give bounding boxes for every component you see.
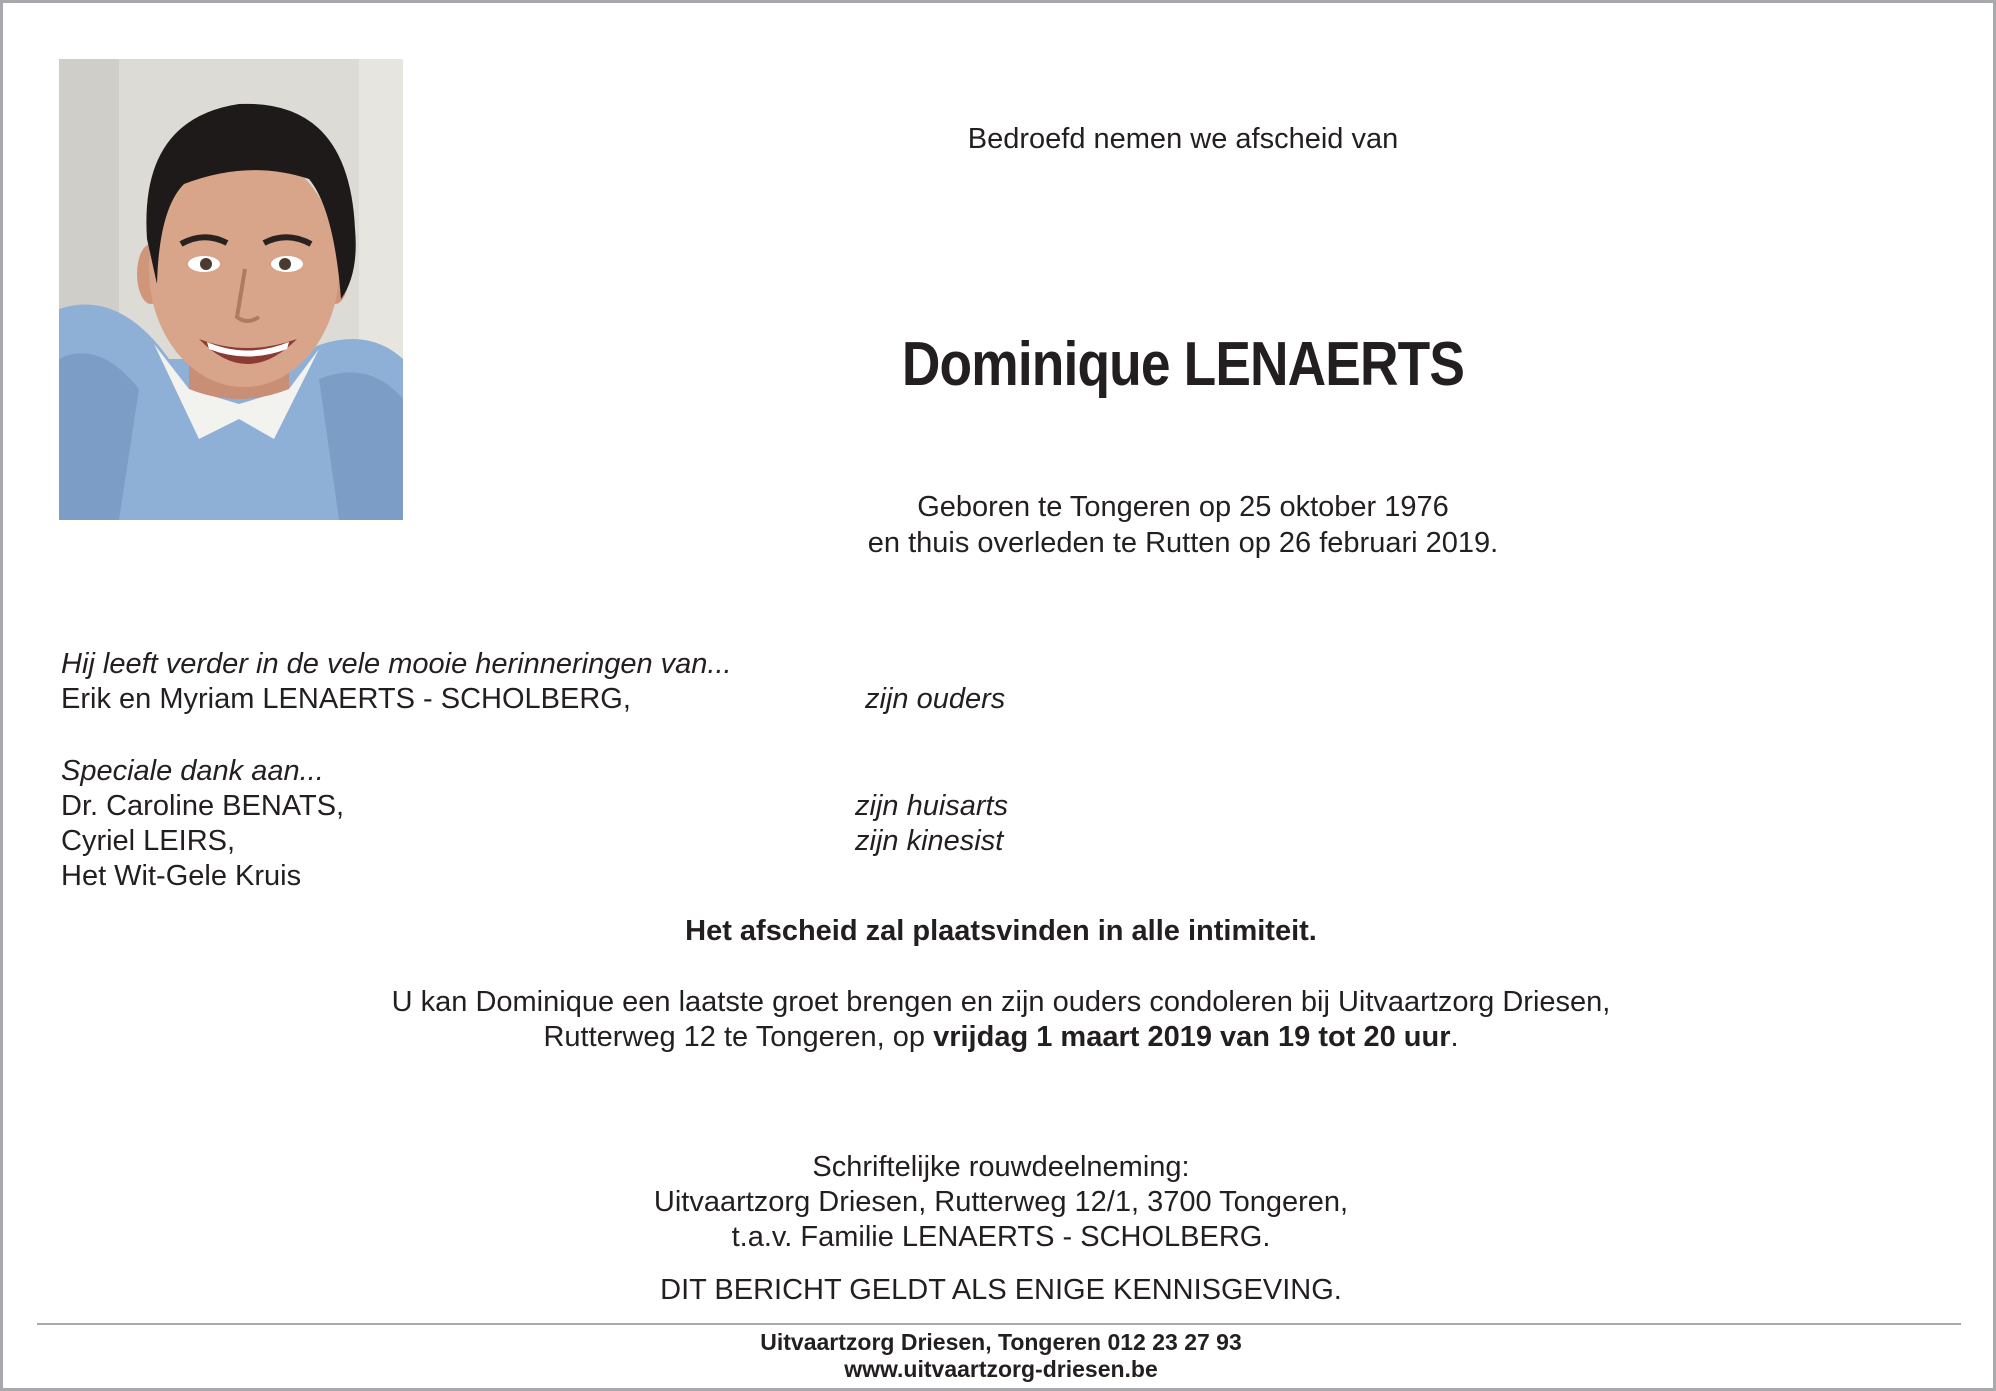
visit-datetime: vrijdag 1 maart 2019 van 19 tot 20 uur xyxy=(933,1021,1451,1053)
survivor-name: Erik en Myriam LENAERTS - SCHOLBERG, xyxy=(61,683,631,715)
farewell-statement: Het afscheid zal plaatsvinden in alle intimiteit. xyxy=(685,915,1317,947)
portrait-illustration xyxy=(59,59,403,520)
thanks-intro: Speciale dank aan... xyxy=(61,755,324,787)
intro-text: Bedroefd nemen we afscheid van xyxy=(967,123,1399,155)
condolence-attention: t.a.v. Familie LENAERTS - SCHOLBERG. xyxy=(731,1221,1271,1253)
visit-line-2 xyxy=(203,1020,1799,1055)
visit-line-2-text: Rutterweg 12 te Tongeren, op xyxy=(543,1021,934,1053)
memory-intro: Hij leeft verder in de vele mooie herinneringen van... xyxy=(61,648,732,680)
notice-text: DIT BERICHT GELDT ALS ENIGE KENNISGEVING. xyxy=(660,1274,1342,1306)
condolence-title: Schriftelijke rouwdeelneming: xyxy=(812,1151,1190,1183)
portrait-photo xyxy=(59,59,403,520)
death-line: en thuis overleden te Rutten op 26 februari 2019. xyxy=(867,527,1499,559)
deceased-name: Dominique LENAERTS xyxy=(901,330,1465,399)
birth-death-block xyxy=(683,489,1683,561)
thanks-role: zijn kinesist xyxy=(855,825,1004,857)
birth-line: Geboren te Tongeren op 25 oktober 1976 xyxy=(917,491,1449,523)
footer-website: www.uitvaartzorg-driesen.be xyxy=(844,1356,1158,1382)
footer-company: Uitvaartzorg Driesen, Tongeren 012 23 27 93 xyxy=(760,1329,1242,1355)
thanks-role: zijn huisarts xyxy=(855,790,1009,822)
thanks-name: Cyriel LEIRS, xyxy=(61,825,236,857)
footer-divider xyxy=(37,1323,1961,1325)
thanks-name: Dr. Caroline BENATS, xyxy=(61,790,345,822)
thanks-name: Het Wit-Gele Kruis xyxy=(61,860,302,892)
visit-line-1: U kan Dominique een laatste groet brengen en zijn ouders condoleren bij Uitvaartzorg Driesen, xyxy=(391,986,1611,1018)
visit-line-2-end: . xyxy=(1450,1021,1459,1053)
survivor-role: zijn ouders xyxy=(865,683,1006,715)
condolence-address: Uitvaartzorg Driesen, Rutterweg 12/1, 3700 Tongeren, xyxy=(653,1186,1349,1218)
